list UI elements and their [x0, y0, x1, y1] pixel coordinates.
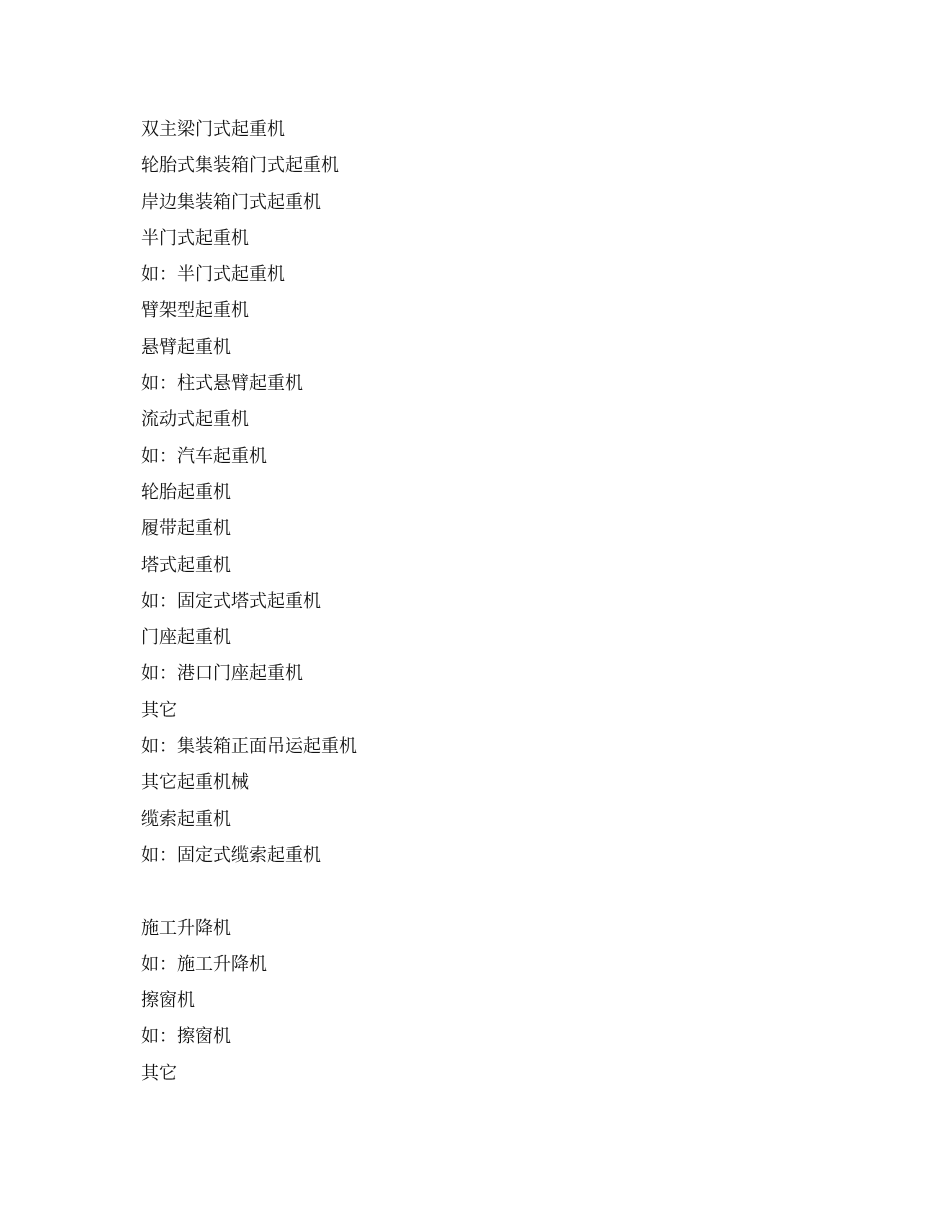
text-line: 擦窗机 [141, 990, 195, 1012]
text-line: 其它 [141, 699, 177, 721]
text-line: 半门式起重机 [141, 227, 249, 249]
text-line: 塔式起重机 [141, 554, 231, 576]
text-line: 如：施工升降机 [141, 953, 267, 975]
text-line: 轮胎起重机 [141, 481, 231, 503]
blank-line [141, 874, 841, 910]
text-line: 履带起重机 [141, 518, 231, 540]
text-line: 双主梁门式起重机 [141, 119, 285, 140]
text-line: 如：固定式缆索起重机 [141, 844, 321, 866]
text-line: 施工升降机 [141, 917, 231, 939]
text-line: 门座起重机 [141, 627, 231, 649]
text-line: 其它起重机械 [141, 772, 249, 794]
text-line: 臂架型起重机 [141, 300, 249, 322]
text-line: 如：固定式塔式起重机 [141, 590, 321, 612]
text-line: 如：汽车起重机 [141, 445, 267, 467]
text-line: 轮胎式集装箱门式起重机 [141, 155, 339, 177]
text-line: 如：港口门座起重机 [141, 663, 303, 685]
text-line: 悬臂起重机 [141, 336, 231, 358]
text-line: 岸边集装箱门式起重机 [141, 191, 321, 213]
text-line: 如：柱式悬臂起重机 [141, 373, 303, 395]
text-line: 如：集装箱正面吊运起重机 [141, 736, 357, 758]
text-line: 如：擦窗机 [141, 1026, 231, 1048]
text-line: 缆索起重机 [141, 808, 231, 830]
text-line: 流动式起重机 [141, 409, 249, 431]
text-line: 如：半门式起重机 [141, 264, 285, 286]
document-content [141, 112, 841, 1092]
text-line: 其它 [141, 1062, 177, 1084]
